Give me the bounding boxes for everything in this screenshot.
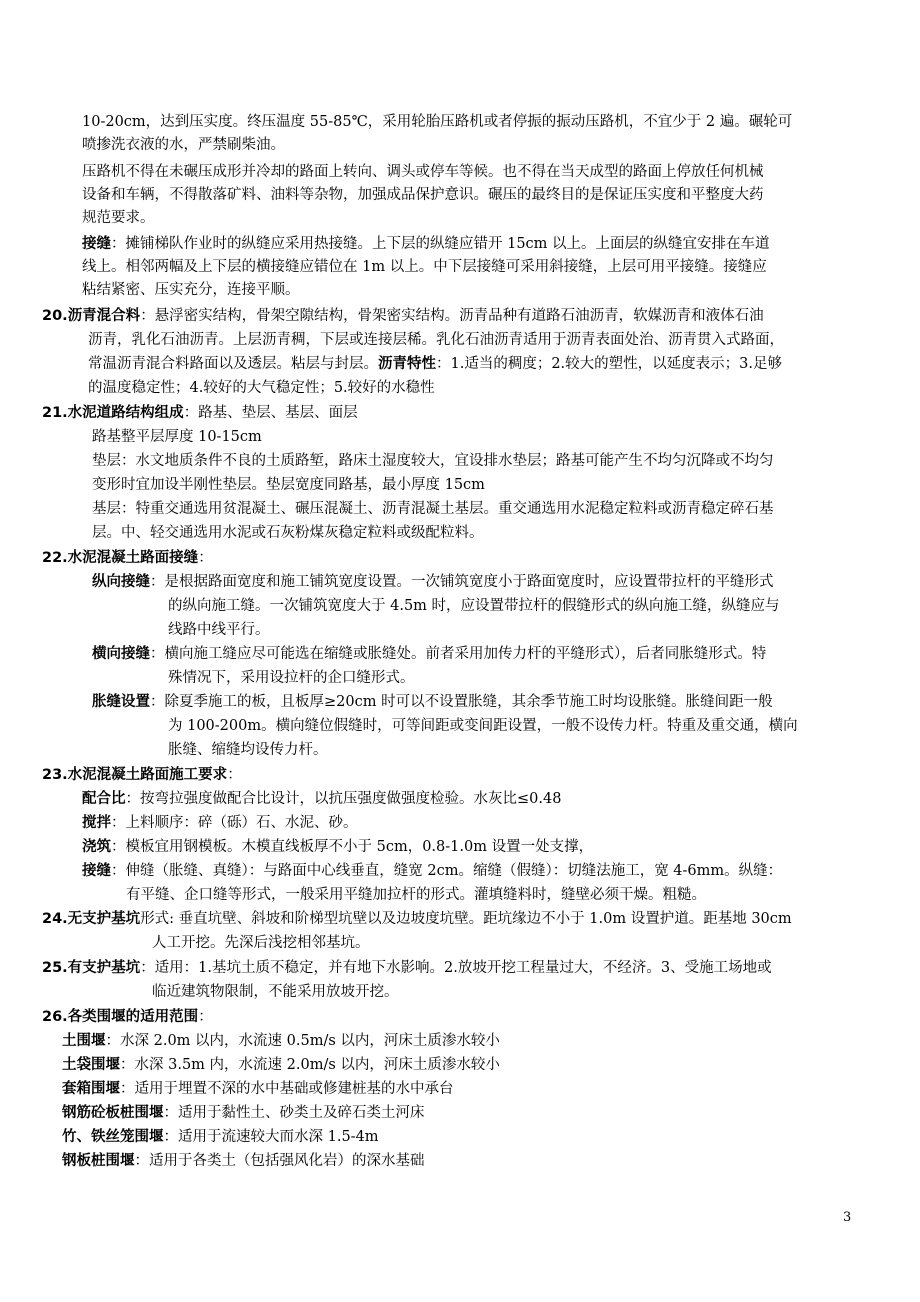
asphalt-properties-label: 沥青特性 <box>378 356 436 372</box>
compaction-line-1: 10-20cm，达到压实度。终压温度 55-85℃，采用轮胎压路机或者停振的振动压路机，不宜少于 2 遍。碾轮可 <box>82 114 793 130</box>
section-24-line-1: 24.无支护基坑形式: 垂直坑壁、斜坡和阶梯型坑壁以及边坡度坑壁。距坑缘边不小于 1.0m 设置护道。距基地 30cm <box>42 911 792 927</box>
cofferdam-label: 土围堰 <box>62 1033 106 1049</box>
section-21-item-5: 层。中、轻交通选用水泥或石灰粉煤灰稳定粒料或级配粒料。 <box>92 525 484 541</box>
section-21-item-4: 基层：特重交通选用贫混凝土、碾压混凝土、沥青混凝土基层。重交通选用水泥稳定粒料或沥青稳定碎石基 <box>92 501 774 517</box>
pouring-label: 浇筑 <box>82 839 111 855</box>
stirring-label: 搅拌 <box>82 815 111 831</box>
page-number: 3 <box>843 1210 852 1225</box>
section-20-line-1: 20.沥青混合料：悬浮密实结构，骨架空隙结构，骨架密实结构。沥青品种有道路石油沥青，软媒沥青和液体石油 <box>42 308 764 324</box>
transverse-joint-line-2: 殊情况下，采用设拉杆的企口缝形式。 <box>168 670 415 686</box>
section-21-item-3: 变形时宜加设半刚性垫层。垫层宽度同路基，最小厚度 15cm <box>92 477 485 493</box>
longitudinal-joint-line-1: 纵向接缝：是根据路面宽度和施工铺筑宽度设置。一次铺筑宽度小于路面宽度时，应设置带拉杆的平缝形式 <box>92 574 774 590</box>
pouring-line: 浇筑：模板宜用钢模板。木模直线板厚不小于 5cm，0.8-1.0m 设置一处支撑， <box>82 839 594 855</box>
expansion-joint-line-3: 胀缝、缩缝均设传力杆。 <box>168 742 328 758</box>
section-22-line-1: 22.水泥混凝土路面接缝： <box>42 550 213 566</box>
longitudinal-joint-line-2: 的纵向施工缝。一次铺筑宽度大于 4.5m 时，应设置带拉杆的假缝形式的纵向施工缝，纵缝应与 <box>168 598 780 614</box>
section-23-line-1: 23.水泥混凝土路面施工要求： <box>42 767 242 783</box>
concrete-joint-line-2: 有平缝、企口缝等形式，一般采用平缝加拉杆的形式。灌填缝料时，缝壁必须干燥。粗糙。 <box>126 887 706 903</box>
mix-ratio-line: 配合比：按弯拉强度做配合比设计，以抗压强度做强度检验。水灰比≤0.48 <box>82 791 562 807</box>
cofferdam-item: 钢筋砼板桩围堰：适用于黏性土、砂类土及碎石类土河床 <box>62 1105 425 1121</box>
joint-line-3: 粘结紧密、压实充分，连接平顺。 <box>82 282 300 298</box>
cofferdam-label: 钢板桩围堰 <box>62 1153 135 1169</box>
section-26-line-1: 26.各类围堰的适用范围： <box>42 1009 213 1025</box>
stirring-line: 搅拌：上料顺序：碎（砾）石、水泥、砂。 <box>82 815 358 831</box>
cofferdam-label: 钢筋砼板桩围堰 <box>62 1105 164 1121</box>
expansion-joint-label: 胀缝设置 <box>92 694 150 710</box>
cofferdam-label: 竹、铁丝笼围堰 <box>62 1129 164 1145</box>
section-20-line-2: 沥青，乳化石油沥青。上层沥青稠，下层或连接层稀。乳化石油沥青适用于沥青表面处治、沥青贯入式路面， <box>88 332 784 348</box>
joint-label: 接缝 <box>82 236 111 252</box>
joint-line-2: 线上。相邻两幅及上下层的横接缝应错位在 1m 以上。中下层接缝可采用斜接缝，上层可用平接缝。接缝应 <box>82 259 767 275</box>
cofferdam-item: 土袋围堰：水深 3.5m 内，水流速 2.0m/s 以内，河床土质渗水较小 <box>62 1057 500 1073</box>
concrete-joint-line-1: 接缝：伸缝（胀缝、真缝）：与路面中心线垂直，缝宽 2cm。缩缝（假缝）：切缝法施工，宽 4-6mm。纵缝： <box>82 863 783 879</box>
section-26-heading: 26.各类围堰的适用范围 <box>42 1009 199 1025</box>
roller-line-3: 规范要求。 <box>82 210 155 226</box>
section-24-line-2: 人工开挖。先深后浅挖相邻基坑。 <box>152 935 370 951</box>
cofferdam-item: 土围堰：水深 2.0m 以内，水流速 0.5m/s 以内，河床土质渗水较小 <box>62 1033 500 1049</box>
section-25-line-2: 临近建筑物限制，不能采用放坡开挖。 <box>152 984 399 1000</box>
roller-line-2: 设备和车辆，不得散落矿料、油料等杂物，加强成品保护意识。碾压的最终目的是保证压实度和平整度大药 <box>82 187 764 203</box>
transverse-joint-line-1: 横向接缝：横向施工缝应尽可能选在缩缝或胀缝处。前者采用加传力杆的平缝形式），后者同胀缝形式。特 <box>92 646 767 662</box>
concrete-joint-label: 接缝 <box>82 863 111 879</box>
mix-ratio-label: 配合比 <box>82 791 126 807</box>
section-20-line-4: 的温度稳定性；4.较好的大气稳定性；5.较好的水稳性 <box>88 380 435 396</box>
section-21-item-2: 垫层：水文地质条件不良的土质路堑，路床土湿度较大，宜设排水垫层；路基可能产生不均匀沉降或不均匀 <box>92 453 774 469</box>
longitudinal-joint-label: 纵向接缝 <box>92 574 150 590</box>
section-20-line-3: 常温沥青混合料路面以及透层。粘层与封层。沥青特性：1.适当的稠度；2.较大的塑性，以延度表示；3.足够 <box>88 356 783 372</box>
section-21-item-1: 路基整平层厚度 10-15cm <box>92 429 262 445</box>
cofferdam-label: 土袋围堰 <box>62 1057 120 1073</box>
section-22-heading: 22.水泥混凝土路面接缝 <box>42 550 199 566</box>
expansion-joint-line-2: 为 100-200m。横向缝位假缝时，可等间距或变间距设置，一般不设传力杆。特重及重交通，横向 <box>168 718 798 734</box>
longitudinal-joint-line-3: 线路中线平行。 <box>168 622 270 638</box>
roller-line-1: 压路机不得在未碾压成形并冷却的路面上转向、调头或停车等候。也不得在当天成型的路面上停放任何机械 <box>82 164 764 180</box>
section-24-heading: 24.无支护基坑 <box>42 911 141 927</box>
transverse-joint-label: 横向接缝 <box>92 646 150 662</box>
section-21-heading: 21.水泥道路结构组成 <box>42 405 184 421</box>
section-20-heading: 20.沥青混合料 <box>42 308 141 324</box>
cofferdam-item: 竹、铁丝笼围堰：适用于流速较大而水深 1.5-4m <box>62 1129 379 1145</box>
section-25-line-1: 25.有支护基坑：适用：1.基坑土质不稳定，并有地下水影响。2.放坡开挖工程量过大，不经济。3、受施工场地或 <box>42 960 772 976</box>
section-25-heading: 25.有支护基坑 <box>42 960 141 976</box>
compaction-line-2: 喷掺洗衣液的水，严禁刷柴油。 <box>82 137 285 153</box>
cofferdam-label: 套箱围堰 <box>62 1081 120 1097</box>
cofferdam-item: 套箱围堰：适用于埋置不深的水中基础或修建桩基的水中承台 <box>62 1081 454 1097</box>
cofferdam-item: 钢板桩围堰：适用于各类土（包括强风化岩）的深水基础 <box>62 1153 425 1169</box>
expansion-joint-line-1: 胀缝设置：除夏季施工的板，且板厚≥20cm 时可以不设置胀缝，其余季节施工时均设胀缝。胀缝间距一般 <box>92 694 773 710</box>
section-21-line-1: 21.水泥道路结构组成：路基、垫层、基层、面层 <box>42 405 358 421</box>
section-23-heading: 23.水泥混凝土路面施工要求 <box>42 767 228 783</box>
joint-line-1: 接缝：摊铺梯队作业时的纵缝应采用热接缝。上下层的纵缝应错开 15cm 以上。上面层的纵缝宜安排在车道 <box>82 236 770 252</box>
